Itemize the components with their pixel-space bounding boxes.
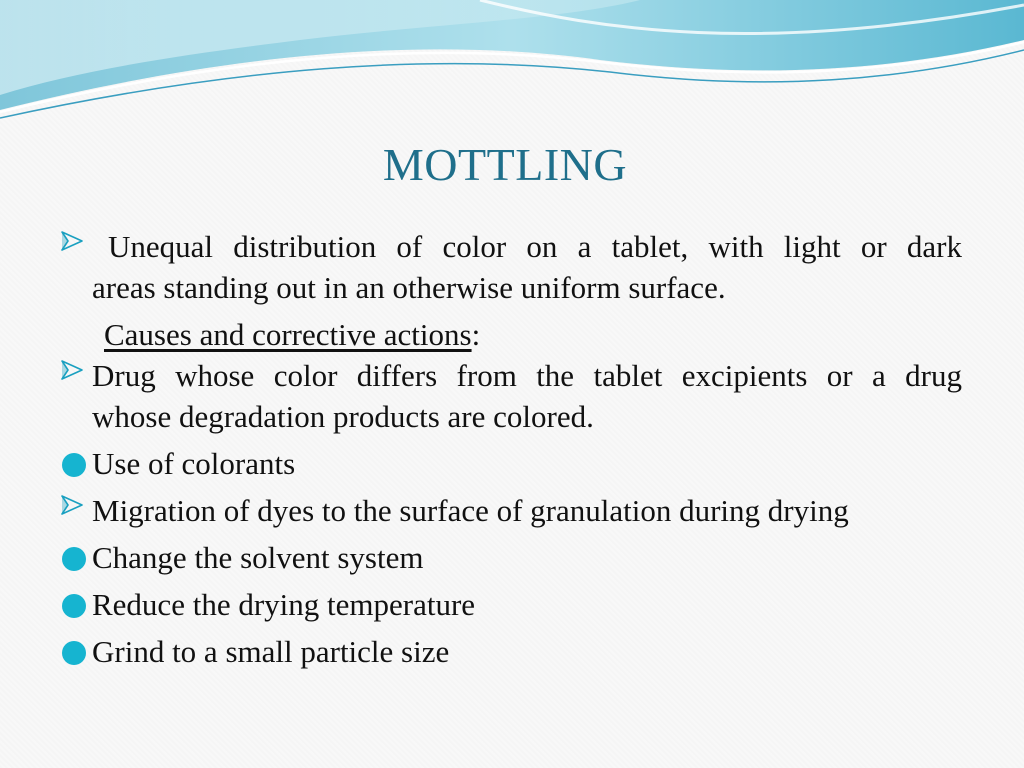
causes-subheading (60, 314, 962, 355)
item-line-1: Drug whose color differs from the tablet excipients or a drug (92, 358, 962, 393)
item-text: Migration of dyes to the surface of granulation during drying (92, 493, 849, 528)
bullet-item-drug-color (60, 355, 962, 437)
bullet-item-colorants (60, 443, 962, 484)
item-text: Grind to a small particle size (92, 634, 450, 669)
intro-line-2: areas standing out in an otherwise uniform surface. (92, 270, 726, 305)
dot-bullet-icon (60, 537, 90, 578)
slide-title: MOTTLING (382, 139, 628, 190)
bullet-item-intro (60, 226, 962, 308)
arrow-bullet-icon (60, 490, 90, 531)
header-wave-decoration (0, 0, 1024, 130)
arrow-bullet-icon (60, 355, 90, 396)
item-line-2: whose degradation products are colored. (92, 399, 594, 434)
dot-bullet-icon (60, 631, 90, 672)
dot-bullet-icon (60, 443, 90, 484)
item-text: Reduce the drying temperature (92, 587, 476, 622)
bullet-item-grind (60, 631, 962, 672)
intro-line-1: Unequal distribution of color on a tablet, with light or dark (108, 229, 962, 264)
dot-bullet-icon (60, 584, 90, 625)
arrow-bullet-icon (60, 226, 90, 267)
causes-subheading-colon: : (471, 317, 481, 352)
bullet-item-drying-temp (60, 584, 962, 625)
bullet-item-migration (60, 490, 962, 531)
slide-content (60, 226, 962, 672)
bullet-item-solvent (60, 537, 962, 578)
item-text: Change the solvent system (92, 540, 424, 575)
item-text: Use of colorants (92, 446, 296, 481)
causes-subheading-label: Causes and corrective actions (104, 317, 472, 352)
